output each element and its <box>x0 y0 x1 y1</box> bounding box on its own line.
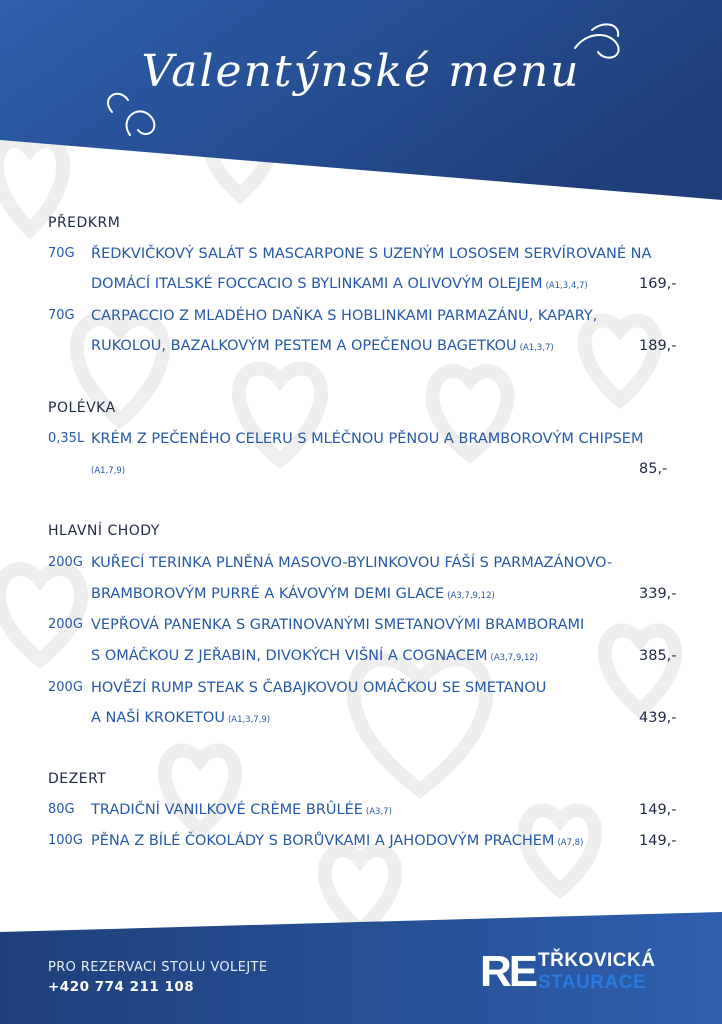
restaurant-logo <box>480 947 680 996</box>
menu-item-row <box>0 680 722 702</box>
item-weight: 70G <box>48 308 75 323</box>
menu-item-row <box>0 586 722 608</box>
item-price: 189,- <box>639 338 677 354</box>
item-price: 149,- <box>639 802 677 818</box>
menu-item-row <box>0 555 722 577</box>
item-price: 169,- <box>639 276 677 292</box>
item-weight: 0,35L <box>48 431 85 446</box>
section-heading-dessert: DEZERT <box>48 771 107 787</box>
item-weight: 100G <box>48 833 83 848</box>
reservation-text: PRO REZERVACI STOLU VOLEJTE <box>48 960 268 975</box>
page-title: Valentýnské menu <box>141 46 581 97</box>
item-description: KUŘECÍ TERINKA PLNĚNÁ MASOVO-BYLINKOVOU FÁŠÍ S PARMAZÁNOVO- <box>91 555 613 571</box>
item-description: PĚNA Z BÍLÉ ČOKOLÁDY S BORŮVKAMI A JAHODOVÝM PRACHEM (A7,8) <box>91 833 584 849</box>
menu-item-row <box>0 276 722 298</box>
menu-item-row <box>0 617 722 639</box>
menu-item-row <box>0 431 722 453</box>
item-description: TRADIČNÍ VANILKOVÉ CRÈME BRÛLÉE (A3,7) <box>91 802 392 818</box>
menu-item-row <box>0 308 722 330</box>
menu-item-row <box>0 461 722 483</box>
item-description: VEPŘOVÁ PANENKA S GRATINOVANÝMI SMETANOVÝMI BRAMBORAMI <box>91 617 585 633</box>
menu-item-row <box>0 802 722 824</box>
item-description-line2: A NAŠÍ KROKETOU (A1,3,7,9) <box>91 710 271 726</box>
item-price: 339,- <box>639 586 677 602</box>
item-weight: 70G <box>48 246 75 261</box>
logo-text-top: TŘKOVICKÁ <box>538 950 656 971</box>
menu-item-row <box>0 710 722 732</box>
item-allergens: (A3,7,9,12) <box>447 591 495 601</box>
item-weight: 80G <box>48 802 75 817</box>
item-description-line2: BRAMBOROVÝM PURRÉ A KÁVOVÝM DEMI GLACE (A3,7,9,12) <box>91 586 495 602</box>
item-weight: 200G <box>48 617 83 632</box>
item-allergens-line <box>91 461 125 477</box>
menu-item-row <box>0 338 722 360</box>
item-weight: 200G <box>48 555 83 570</box>
logo-text-bottom: STAURACE <box>538 972 647 993</box>
section-heading-starters: PŘEDKRM <box>48 215 121 231</box>
item-description: CARPACCIO Z MLADÉHO DAŇKA S HOBLINKAMI PARMAZÁNU, KAPARY, <box>91 308 598 324</box>
item-description-line2: DOMÁCÍ ITALSKÉ FOCCACIO S BYLINKAMI A OLIVOVÝM OLEJEM (A1,3,4,7) <box>91 276 588 292</box>
item-description-line2: S OMÁČKOU Z JEŘABIN, DIVOKÝCH VIŠNÍ A COGNACEM (A3,7,9,12) <box>91 648 539 664</box>
item-allergens: (A1,3,7,9) <box>227 715 271 725</box>
item-description: HOVĚZÍ RUMP STEAK S ČABAJKOVOU OMÁČKOU SE SMETANOU <box>91 680 547 696</box>
section-heading-soup: POLÉVKA <box>48 400 116 416</box>
item-description: ŘEDKVIČKOVÝ SALÁT S MASCARPONE S UZENÝM LOSOSEM SERVÍROVANÉ NA <box>91 246 652 262</box>
item-allergens: (A1,3,7) <box>519 343 554 353</box>
item-allergens: (A3,7) <box>365 807 392 817</box>
menu-item-row <box>0 246 722 268</box>
item-price: 439,- <box>639 710 677 726</box>
item-allergens: (A1,7,9) <box>91 466 126 476</box>
logo-mark: RE <box>480 947 536 996</box>
item-allergens: (A1,3,4,7) <box>545 281 588 291</box>
item-weight: 200G <box>48 680 83 695</box>
menu-item-row <box>0 648 722 670</box>
item-price: 385,- <box>639 648 677 664</box>
menu-item-row <box>0 833 722 855</box>
item-allergens: (A3,7,9,12) <box>490 653 539 663</box>
item-price: 149,- <box>639 833 677 849</box>
item-description-line2: RUKOLOU, BAZALKOVÝM PESTEM A OPEČENOU BAGETKOU (A1,3,7) <box>91 338 554 354</box>
flourish-decoration <box>0 0 722 210</box>
section-heading-mains: HLAVNÍ CHODY <box>48 523 160 539</box>
item-price: 85,- <box>639 461 668 477</box>
item-allergens: (A7,8) <box>557 838 584 848</box>
phone-number[interactable]: +420 774 211 108 <box>48 979 195 995</box>
item-description: KRÉM Z PEČENÉHO CELERU S MLÉČNOU PĚNOU A BRAMBOROVÝM CHIPSEM <box>91 431 644 447</box>
